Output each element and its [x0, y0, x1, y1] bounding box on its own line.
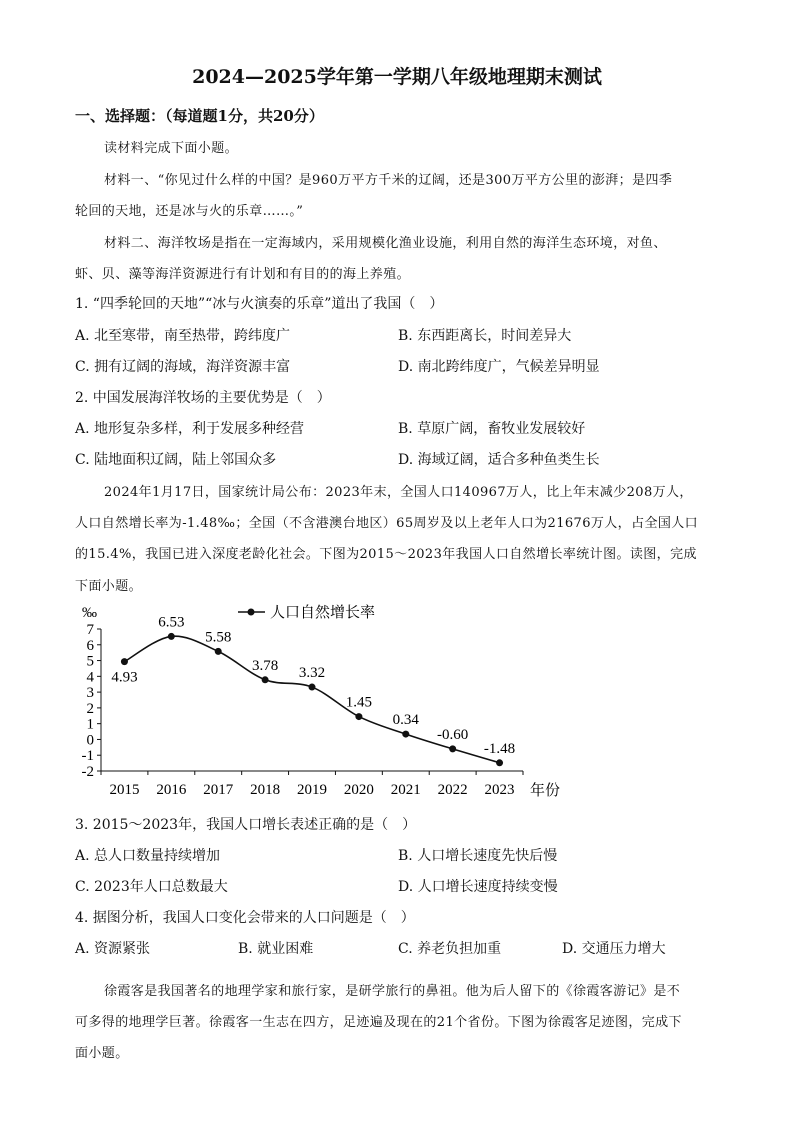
material-1-line: 材料一、“你见过什么样的中国？是960万平方千米的辽阔，还是300万平方公里的澎湃；是四季: [104, 173, 673, 188]
material-4-line: 可多得的地理学巨著。徐霞客一生志在四方，足迹遍及现在的21个省份。下图为徐霞客足迹图，完成下: [75, 1015, 682, 1030]
x-tick-label: 2020: [343, 782, 374, 798]
legend-point-marker: [248, 609, 255, 616]
question-1-option-c[interactable]: C. 拥有辽阔的海域，海洋资源丰富: [75, 359, 291, 375]
data-point: [402, 731, 409, 738]
section-heading: 一、选择题：（每道题1分，共20分）: [75, 107, 324, 125]
data-point: [168, 633, 175, 640]
question-4-option-a[interactable]: A. 资源紧张: [75, 941, 151, 957]
x-tick-label: 2016: [156, 782, 187, 798]
question-4-stem: 4. 据图分析，我国人口变化会带来的人口问题是（ ）: [75, 910, 415, 926]
data-point: [355, 713, 362, 720]
page-title: 2024—2025学年第一学期八年级地理期末测试: [192, 66, 602, 88]
material-4-line: 面小题。: [75, 1046, 129, 1061]
question-3-option-d[interactable]: D. 人口增长速度持续变慢: [398, 879, 558, 895]
data-label: 4.93: [111, 669, 138, 686]
population-growth-chart: [70, 598, 590, 804]
y-tick-label: -1: [81, 748, 94, 765]
data-label: 1.45: [345, 694, 373, 711]
material-3-line: 人口自然增长率为-1.48‰；全国（不含港澳台地区）65周岁及以上老年人口为21676万人，占全国人口: [75, 516, 699, 531]
question-3-option-c[interactable]: C. 2023年人口总数最大: [75, 879, 228, 895]
x-tick-label: 2017: [203, 782, 234, 798]
data-point: [121, 658, 128, 665]
data-label: 3.78: [251, 657, 279, 674]
question-4-option-d[interactable]: D. 交通压力增大: [562, 941, 666, 957]
data-label: 0.34: [392, 712, 419, 729]
question-1-option-a[interactable]: A. 北至寒带，南至热带，跨纬度广: [75, 328, 291, 344]
material-3-line: 下面小题。: [75, 579, 143, 594]
y-tick-label: 5: [86, 653, 94, 670]
data-point: [215, 648, 222, 655]
question-4-option-c[interactable]: C. 养老负担加重: [398, 941, 502, 957]
question-2-option-a[interactable]: A. 地形复杂多样，利于发展多种经营: [75, 421, 305, 437]
question-2-option-d[interactable]: D. 海域辽阔，适合多种鱼类生长: [398, 452, 600, 468]
intro-text: 读材料完成下面小题。: [104, 141, 239, 156]
material-4-line: 徐霞客是我国著名的地理学家和旅行家，是研学旅行的鼻祖。他为后人留下的《徐霞客游记》是不: [104, 984, 681, 999]
data-label: -0.60: [437, 726, 469, 743]
question-4-option-b[interactable]: B. 就业困难: [238, 941, 314, 957]
y-axis-unit-label: ‰: [82, 605, 97, 621]
x-tick-label: 2023: [484, 782, 515, 798]
y-tick-label: 2: [86, 700, 94, 717]
series-line: [124, 636, 499, 763]
data-label: 6.53: [158, 614, 185, 631]
x-tick-label: 2021: [390, 782, 421, 798]
y-tick-label: 3: [86, 685, 94, 702]
question-3-option-a[interactable]: A. 总人口数量持续增加: [75, 848, 221, 864]
data-point: [496, 759, 503, 766]
y-tick-label: 0: [86, 732, 94, 749]
x-tick-label: 2015: [109, 782, 140, 798]
question-2-stem: 2. 中国发展海洋牧场的主要优势是（ ）: [75, 390, 331, 406]
question-3-stem: 3. 2015～2023年，我国人口增长表述正确的是（ ）: [75, 817, 417, 833]
question-3-option-b[interactable]: B. 人口增长速度先快后慢: [398, 848, 558, 864]
data-label: 3.32: [298, 665, 326, 682]
data-label: 5.58: [205, 629, 232, 646]
y-tick-label: -2: [81, 764, 94, 780]
data-point: [262, 676, 269, 683]
material-2-line: 虾、贝、藻等海洋资源进行有计划和有目的的海上养殖。: [75, 267, 411, 282]
chart-legend: [238, 604, 375, 621]
legend-series-label: 人口自然增长率: [270, 605, 376, 621]
y-tick-label: 1: [86, 716, 94, 733]
data-label: -1.48: [483, 740, 516, 757]
y-tick-label: 7: [86, 622, 94, 638]
question-2-option-b[interactable]: B. 草原广阔，畜牧业发展较好: [398, 421, 586, 437]
material-3-line: 2024年1月17日，国家统计局公布：2023年末，全国人口140967万人，比上年末减少208万人，: [104, 485, 693, 500]
question-1-option-d[interactable]: D. 南北跨纬度广，气候差异明显: [398, 359, 600, 375]
y-tick-label: 6: [86, 637, 94, 654]
material-2-line: 材料二、海洋牧场是指在一定海域内，采用规模化渔业设施，利用自然的海洋生态环境，对鱼、: [104, 236, 667, 251]
data-point: [309, 684, 316, 691]
x-tick-label: 2019: [297, 782, 327, 798]
question-2-option-c[interactable]: C. 陆地面积辽阔，陆上邻国众多: [75, 452, 277, 468]
x-tick-label: 2018: [250, 782, 281, 798]
material-1-line: 轮回的天地，还是冰与火的乐章……。”: [75, 204, 304, 219]
question-1-stem: 1. “四季轮回的天地”“冰与火演奏的乐章”道出了我国（ ）: [75, 296, 444, 312]
x-tick-label: 2022: [437, 782, 468, 798]
y-tick-label: 4: [86, 669, 94, 686]
x-axis-unit-label: 年份: [530, 783, 561, 799]
data-point: [449, 745, 456, 752]
material-3-line: 的15.4%，我国已进入深度老龄化社会。下图为2015～2023年我国人口自然增长率统计图。读图，完成: [75, 547, 697, 562]
question-1-option-b[interactable]: B. 东西距离长，时间差异大: [398, 328, 572, 344]
